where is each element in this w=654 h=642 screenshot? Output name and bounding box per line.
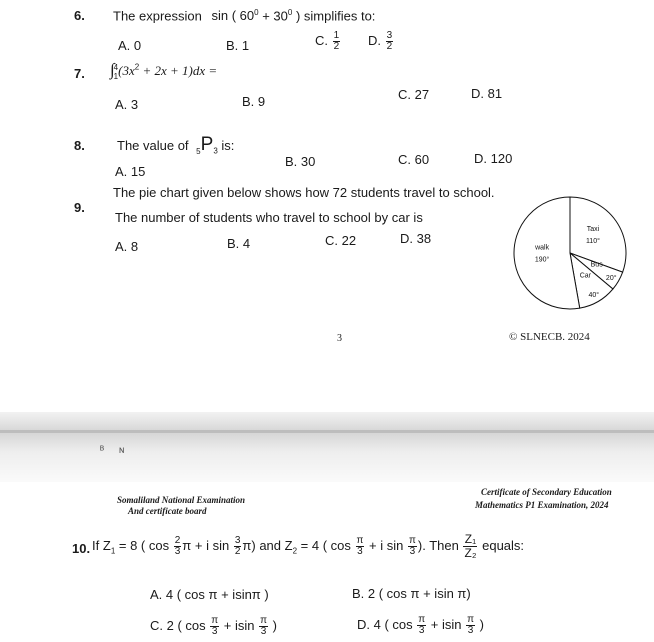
option-c[interactable]: C. 2 ( cos $\frac{\pi}{3}$ + isin $\frac{\pi}{3}$ ) [150, 615, 277, 637]
question-line-1: The pie chart given below shows how 72 students travel to school. [113, 185, 495, 200]
scan-marks: ᴮ ɴ [100, 445, 131, 456]
option-b[interactable]: B. 30 [285, 154, 316, 169]
option-c[interactable]: C. 22 [325, 233, 357, 248]
pie-angle-taxi: 110° [585, 237, 600, 245]
certificate-title: Certificate of Secondary Education [481, 487, 612, 497]
option-a[interactable]: A. 8 [115, 239, 139, 254]
board-subtitle: And certificate board [128, 506, 207, 516]
option-d[interactable]: D. 81 [471, 86, 503, 101]
pie-chart [490, 185, 650, 325]
question-number: 7. [74, 66, 85, 81]
question-stem: If $Z_1 = 8$ ( cos $\frac{2}{3}$ π + i sin $\frac{3}{2}$ π) and $Z_2 = 4$ ( cos $\frac{\pi}{3}$ + i sin $\frac{\pi}{3}$ ). Then $\frac{\text{Z₁}}{\text{Z₂}}$ equals: [92, 532, 525, 560]
option-a[interactable]: A. 0 [118, 38, 142, 53]
copyright: © SLNECB. 2024 [509, 331, 590, 343]
option-b[interactable]: B. 9 [242, 94, 266, 109]
option-a[interactable]: A. 4 ( cos π + isinπ ) [150, 587, 269, 602]
option-c[interactable]: C. 60 [398, 152, 430, 167]
question-number: 8. [74, 138, 85, 153]
question-stem: The expression sin ( $60^0 + 30^0$ ) simplifies to: [113, 8, 376, 24]
integral-sign: ∫ [110, 60, 115, 79]
question-number: 9. [74, 200, 85, 215]
question-line-2: The number of students who travel to school by car is [115, 210, 423, 225]
exam-title: Mathematics P1 Examination, 2024 [475, 500, 609, 510]
option-d[interactable]: D. 120 [474, 151, 513, 166]
page-number: 3 [337, 333, 342, 344]
question-stem: The value of $_5P_3$ is: [117, 134, 235, 156]
pie-angle-walk: 190° [534, 256, 550, 264]
divider-line [0, 430, 654, 433]
option-c[interactable]: C. $\frac{1}{2}$ [315, 30, 340, 52]
pie-label-bus: Bus [590, 261, 603, 269]
integral-expression: ∫ 4 1 $(3x^2 + 2x + 1)dx$ = [110, 60, 218, 81]
pie-label-car: Car [579, 272, 592, 280]
question-number: 10. [72, 541, 91, 556]
pie-slice-walk [514, 197, 580, 309]
option-d[interactable]: D. 38 [400, 231, 432, 246]
option-d[interactable]: D. $\frac{3}{2}$ [368, 30, 393, 52]
pie-angle-bus: 20° [605, 274, 617, 282]
page-divider [0, 412, 654, 482]
board-name: Somaliland National Examination [117, 495, 246, 505]
option-d[interactable]: D. 4 ( cos $\frac{\pi}{3}$ + isin $\frac{\pi}{3}$ ) [357, 614, 484, 636]
question-number: 6. [74, 8, 85, 23]
option-a[interactable]: A. 3 [115, 97, 139, 112]
option-a[interactable]: A. 15 [115, 164, 146, 179]
option-b[interactable]: B. 2 ( cos π + isin π) [352, 586, 471, 601]
pie-label-walk: walk [535, 244, 550, 252]
pie-angle-car: 40° [588, 292, 600, 300]
pie-label-taxi: Taxi [586, 225, 600, 233]
option-b[interactable]: B. 4 [227, 236, 251, 251]
option-c[interactable]: C. 27 [398, 87, 430, 102]
option-b[interactable]: B. 1 [226, 38, 250, 53]
